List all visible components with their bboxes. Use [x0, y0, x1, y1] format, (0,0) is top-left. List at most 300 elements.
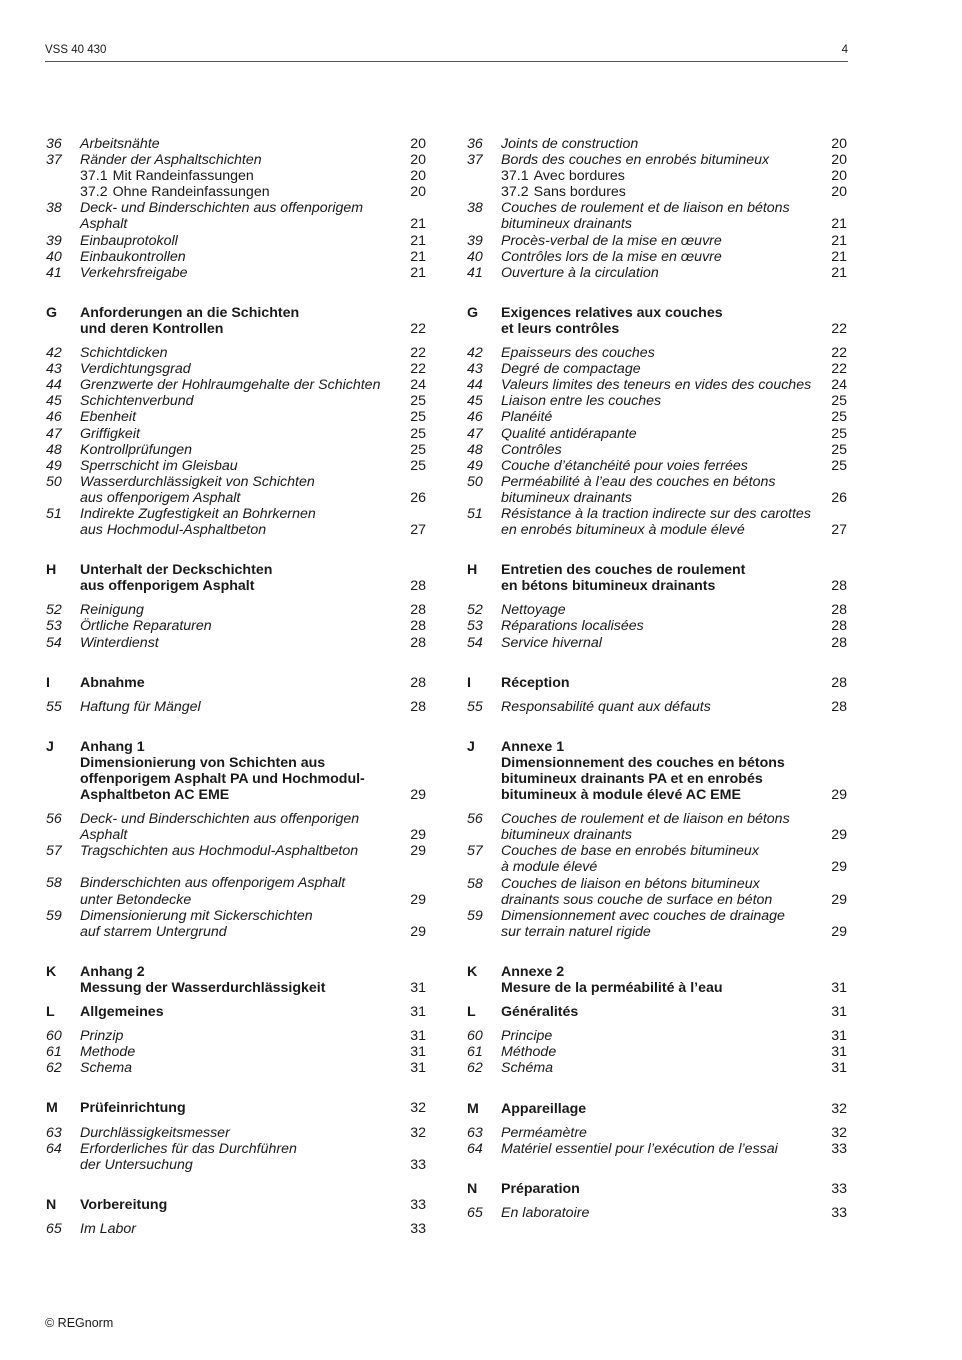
- toc-entry-title-line: Contrôles: [501, 441, 562, 458]
- toc-entry-title: [501, 1181, 817, 1197]
- toc-entry-title: [501, 964, 817, 996]
- toc-page-number: 28: [831, 674, 847, 691]
- toc-entry-title-line: Schichtdicken: [80, 345, 168, 362]
- toc-entry-number: 48: [467, 441, 483, 458]
- toc-page-number: 20: [410, 136, 426, 152]
- toc-entry-number: 47: [467, 425, 483, 442]
- toc-page-number: 31: [831, 980, 847, 997]
- toc-entry-title: [80, 1060, 396, 1076]
- toc-entry-title: [80, 506, 396, 538]
- toc-entry-title-line: sur terrain naturel rigide: [501, 923, 651, 940]
- toc-entry-title-line: unter Betondecke: [80, 891, 192, 908]
- toc-entry: [45, 442, 426, 458]
- toc-page-number: 25: [831, 425, 847, 442]
- toc-page-number: 22: [410, 320, 426, 337]
- toc-page-number: 24: [831, 377, 847, 394]
- toc-entry: [45, 875, 426, 907]
- toc-entry: [45, 1125, 426, 1141]
- toc-entry-title-line: Wasserdurchlässigkeit von Schichten: [80, 473, 315, 490]
- toc-entry-title-line: Ouverture à la circulation: [501, 264, 659, 281]
- toc-page-number: 31: [410, 1028, 426, 1045]
- toc-entry-number: 38: [46, 200, 62, 217]
- toc-entry-title-line: Exigences relatives aux couches: [501, 304, 723, 321]
- toc-entry-title-line: Epaisseurs des couches: [501, 345, 655, 362]
- toc-entry: [466, 265, 847, 281]
- toc-entry: [45, 249, 426, 265]
- toc-page-number: 28: [410, 578, 426, 595]
- toc-entry-title-line: Griffigkeit: [80, 425, 140, 442]
- toc-entry-title: [501, 393, 817, 409]
- toc-entry: [466, 393, 847, 409]
- toc-section-heading: [45, 1100, 426, 1116]
- toc-entry: [45, 233, 426, 249]
- toc-page-number: 29: [410, 891, 426, 908]
- toc-entry-title-line: Ränder der Asphaltschichten: [80, 152, 262, 169]
- toc-entry-number: 44: [467, 377, 483, 394]
- toc-entry-number: 52: [467, 602, 483, 619]
- toc-subentry-text: Sans bordures: [533, 184, 626, 201]
- toc-section-heading: [466, 675, 847, 691]
- toc-entry-title-line: Grenzwerte der Hohlraumgehalte der Schichten: [80, 377, 381, 394]
- toc-entry-number: 59: [46, 907, 62, 924]
- toc-entry-number: L: [46, 1004, 55, 1021]
- toc-page-number: 29: [831, 923, 847, 940]
- toc-page-number: 28: [410, 618, 426, 635]
- toc-entry-number: 37: [467, 152, 483, 169]
- toc-entry-number: 49: [46, 457, 62, 474]
- toc-page-number: 33: [410, 1196, 426, 1213]
- toc-page-number: 29: [410, 923, 426, 940]
- toc-entry: [466, 1205, 847, 1221]
- toc-entry-title: [501, 345, 817, 361]
- toc-page-number: 33: [831, 1180, 847, 1197]
- toc-entry-number: 59: [467, 907, 483, 924]
- toc-entry-title-line: Allgemeines: [80, 1004, 164, 1021]
- toc-section-heading: [466, 1181, 847, 1197]
- toc-entry-title-line: Arbeitsnähte: [80, 136, 160, 152]
- toc-entry-title: [80, 1044, 396, 1060]
- toc-entry: [45, 1141, 426, 1173]
- toc-page-number: 31: [410, 1060, 426, 1077]
- toc-entry-number: 53: [467, 618, 483, 635]
- toc-entry: [466, 233, 847, 249]
- toc-entry-title: [501, 843, 817, 875]
- toc-entry-title: [501, 1141, 817, 1157]
- toc-entry-title-line: et leurs contrôles: [501, 320, 620, 337]
- toc-entry-title: [501, 1028, 817, 1044]
- toc-entry-title-line: Valeurs limites des teneurs en vides des couches: [501, 377, 812, 394]
- toc-entry-title-line: Verkehrsfreigabe: [80, 264, 188, 281]
- toc-entry: [45, 699, 426, 715]
- toc-entry-title-line: Schema: [80, 1060, 133, 1077]
- toc-entry-title: [501, 249, 817, 265]
- toc-page-number: 28: [410, 634, 426, 651]
- toc-entry-title: [80, 442, 396, 458]
- toc-entry-title-line: Unterhalt der Deckschichten: [80, 562, 273, 579]
- toc-entry-title-line: Örtliche Reparaturen: [80, 618, 212, 635]
- toc-entry: [466, 618, 847, 634]
- toc-column-german: [45, 136, 426, 1237]
- toc-entry: [466, 200, 847, 232]
- toc-entry-number: 42: [46, 345, 62, 362]
- toc-page-number: 21: [831, 216, 847, 233]
- toc-entry-number: 62: [46, 1060, 62, 1077]
- toc-page-number: 20: [410, 152, 426, 169]
- toc-entry-title: [80, 409, 396, 425]
- toc-entry-number: 63: [467, 1124, 483, 1141]
- toc-entry-number: 37: [46, 152, 62, 169]
- toc-subentry-number: 37.1: [80, 168, 108, 185]
- toc-entry: [45, 409, 426, 425]
- toc-entry-number: 48: [46, 441, 62, 458]
- toc-page-number: 21: [410, 264, 426, 281]
- toc-entry-title-line: Annexe 2: [501, 963, 565, 980]
- toc-page-number: 21: [831, 248, 847, 265]
- toc-entry-number: 40: [46, 248, 62, 265]
- toc-entry-title: [80, 602, 396, 618]
- toc-entry-title: [501, 1205, 817, 1221]
- toc-entry: [45, 393, 426, 409]
- toc-page-number: 28: [831, 634, 847, 651]
- toc-entry-title-line: Kontrollprüfungen: [80, 441, 193, 458]
- toc-entry-title: [80, 675, 396, 691]
- toc-page-number: 20: [831, 184, 847, 201]
- toc-entry-number: 50: [467, 473, 483, 490]
- toc-entry-number: M: [46, 1100, 58, 1117]
- toc-entry-title: [501, 377, 817, 393]
- toc-entry-number: 41: [46, 264, 62, 281]
- toc-page-number: 31: [410, 1044, 426, 1061]
- toc-entry-title-line: und deren Kontrollen: [80, 320, 224, 337]
- toc-entry: [45, 345, 426, 361]
- toc-entry-title-line: Couches de liaison en bétons bitumineux: [501, 875, 760, 892]
- toc-entry-title-line: Sperrschicht im Gleisbau: [80, 457, 238, 474]
- toc-entry-title-line: [80, 168, 396, 184]
- toc-entry-title-line: Dimensionierung von Schichten aus: [80, 754, 326, 771]
- toc-entry-title: [80, 1028, 396, 1044]
- toc-page-number: 33: [410, 1220, 426, 1237]
- toc-entry-title-line: Méthode: [501, 1044, 557, 1061]
- toc-entry-number: G: [467, 304, 479, 321]
- toc-entry: [466, 458, 847, 474]
- toc-entry-number: H: [46, 562, 57, 579]
- toc-entry-number: 46: [46, 409, 62, 426]
- toc-page-number: 31: [410, 1004, 426, 1021]
- toc-entry: [466, 377, 847, 393]
- toc-entry-number: H: [467, 562, 478, 579]
- toc-entry-title-line: Verdichtungsgrad: [80, 361, 191, 378]
- toc-page-number: 32: [410, 1124, 426, 1141]
- toc-entry-title: [80, 618, 396, 634]
- toc-page-number: 25: [831, 393, 847, 410]
- toc-entry-number: 46: [467, 409, 483, 426]
- toc-section-heading: [466, 1101, 847, 1117]
- toc-section-heading: [466, 964, 847, 996]
- toc-section-heading: [466, 562, 847, 594]
- toc-page-number: 28: [831, 698, 847, 715]
- toc-entry: [466, 908, 847, 940]
- toc-entry-title-line: Perméamètre: [501, 1124, 587, 1141]
- toc-page-number: 31: [410, 979, 426, 996]
- toc-subentry-number: 37.1: [501, 168, 529, 185]
- toc-entry-title: [80, 699, 396, 715]
- toc-entry-title-line: Entretien des couches de roulement: [501, 562, 746, 579]
- toc-page-number: 33: [831, 1140, 847, 1157]
- toc-entry-title: [80, 345, 396, 361]
- toc-entry: [466, 506, 847, 538]
- toc-page-number: 29: [410, 787, 426, 804]
- toc-entry: [45, 843, 426, 859]
- toc-page-number: 32: [831, 1100, 847, 1117]
- toc-page-number: 20: [831, 152, 847, 169]
- toc-entry-number: 51: [467, 505, 483, 522]
- toc-entry-title-line: Résistance à la traction indirecte sur des carottes: [501, 505, 811, 522]
- toc-page-number: 21: [831, 232, 847, 249]
- toc-entry-title-line: Dimensionierung mit Sickerschichten: [80, 907, 313, 924]
- toc-entry-title: [80, 305, 396, 337]
- toc-entry-title: [80, 843, 396, 859]
- toc-page-number: 20: [831, 136, 847, 152]
- toc-entry-title: [80, 908, 396, 940]
- toc-entry-title: [80, 562, 396, 594]
- toc-entry: [466, 811, 847, 843]
- toc-entry-title-line: Abnahme: [80, 674, 145, 691]
- toc-entry: [45, 474, 426, 506]
- toc-entry-title: [501, 265, 817, 281]
- toc-entry-title-line: Schéma: [501, 1060, 554, 1077]
- toc-entry-number: 36: [467, 136, 483, 152]
- toc-entry-number: 64: [467, 1140, 483, 1157]
- toc-entry: [466, 168, 847, 184]
- toc-page-number: 28: [410, 602, 426, 619]
- toc-entry-title: [80, 249, 396, 265]
- toc-entry-title-line: aus Hochmodul-Asphaltbeton: [80, 522, 267, 539]
- toc-entry-number: 41: [467, 264, 483, 281]
- toc-entry-title: [501, 136, 817, 152]
- toc-entry-title: [80, 152, 396, 168]
- toc-section-heading: [45, 739, 426, 803]
- toc-entry-number: K: [467, 963, 478, 980]
- toc-entry-title-line: Deck- und Binderschichten aus offenporigem: [80, 200, 364, 217]
- toc-entry-title-line: [501, 168, 817, 184]
- toc-entry-number: 39: [46, 232, 62, 249]
- toc-entry: [45, 811, 426, 843]
- toc-entry-title-line: aus offenporigem Asphalt: [80, 578, 255, 595]
- toc-page-number: 24: [410, 377, 426, 394]
- toc-entry: [466, 249, 847, 265]
- toc-entry-title: [80, 1221, 396, 1237]
- toc-entry-number: 42: [467, 345, 483, 362]
- toc-entry-number: 40: [467, 248, 483, 265]
- toc-page-number: 26: [831, 489, 847, 506]
- toc-entry-title: [501, 361, 817, 377]
- toc-entry-title-line: Préparation: [501, 1180, 580, 1197]
- toc-entry: [466, 635, 847, 651]
- toc-entry-number: J: [46, 738, 54, 755]
- toc-entry-number: 58: [46, 875, 62, 892]
- toc-entry-title: [501, 618, 817, 634]
- toc-entry-title-line: Principe: [501, 1028, 553, 1045]
- toc-entry-number: 56: [467, 811, 483, 828]
- toc-entry-title-line: Winterdienst: [80, 634, 159, 651]
- toc-entry: [466, 409, 847, 425]
- toc-entry-title: [80, 200, 396, 232]
- toc-entry-title: [80, 1100, 396, 1116]
- toc-page-number: 20: [831, 168, 847, 185]
- toc-entry-title-line: Dimensionnement avec couches de drainage: [501, 907, 785, 924]
- toc-entry: [45, 1060, 426, 1076]
- toc-entry-title-line: Schichtenverbund: [80, 393, 194, 410]
- toc-page-number: 21: [410, 248, 426, 265]
- toc-entry-title-line: auf starrem Untergrund: [80, 923, 227, 940]
- toc-entry-title-line: Planéité: [501, 409, 553, 426]
- toc-page-number: 25: [410, 425, 426, 442]
- toc-entry: [45, 168, 426, 184]
- toc-entry: [466, 1044, 847, 1060]
- toc-entry-title-line: Methode: [80, 1044, 136, 1061]
- toc-page-number: 31: [831, 1044, 847, 1061]
- toc-entry-title-line: Mesure de la perméabilité à l’eau: [501, 980, 723, 997]
- toc-entry-title-line: Liaison entre les couches: [501, 393, 662, 410]
- toc-entry: [45, 426, 426, 442]
- toc-entry-number: N: [467, 1180, 478, 1197]
- toc-entry-title: [501, 1060, 817, 1076]
- toc-entry-title: [80, 474, 396, 506]
- toc-subentry-text: Mit Randeinfassungen: [112, 168, 254, 185]
- toc-entry-title: [80, 1004, 396, 1020]
- toc-subentry-number: 37.2: [80, 184, 108, 201]
- toc-page-number: 25: [831, 409, 847, 426]
- toc-page-number: 28: [831, 618, 847, 635]
- toc-entry-number: L: [467, 1004, 476, 1021]
- toc-page-number: 31: [831, 1028, 847, 1045]
- toc-page-number: 22: [831, 361, 847, 378]
- toc-entry-title: [501, 811, 817, 843]
- toc-page-number: 28: [831, 578, 847, 595]
- toc-entry-title: [80, 233, 396, 249]
- toc-entry: [45, 635, 426, 651]
- toc-entry-title-line: Degré de compactage: [501, 361, 641, 378]
- toc-page-number: 28: [410, 674, 426, 691]
- toc-entry-number: 44: [46, 377, 62, 394]
- toc-entry-title-line: Couches de roulement et de liaison en bétons: [501, 811, 790, 828]
- toc-entry-title-line: Im Labor: [80, 1220, 136, 1237]
- toc-entry-title-line: Service hivernal: [501, 634, 602, 651]
- toc-entry-title: [501, 474, 817, 506]
- toc-subentry-text: Ohne Randeinfassungen: [112, 184, 270, 201]
- toc-page-number: 25: [410, 441, 426, 458]
- toc-entry-title: [501, 1101, 817, 1117]
- toc-entry-title: [80, 739, 396, 803]
- toc-entry-number: 36: [46, 136, 62, 152]
- toc-entry-title-line: Qualité antidérapante: [501, 425, 637, 442]
- toc-page-number: 25: [831, 441, 847, 458]
- toc-entry-title-line: Couche d’étanchéité pour voies ferrées: [501, 457, 748, 474]
- toc-page-number: 22: [410, 361, 426, 378]
- toc-entry-title-line: Haftung für Mängel: [80, 698, 201, 715]
- toc-entry: [45, 361, 426, 377]
- toc-entry-title: [501, 409, 817, 425]
- toc-section-heading: [45, 1004, 426, 1020]
- toc-entry-number: 49: [467, 457, 483, 474]
- toc-entry-title: [501, 562, 817, 594]
- toc-entry-title: [80, 426, 396, 442]
- toc-entry: [466, 426, 847, 442]
- toc-page-number: 29: [831, 787, 847, 804]
- toc-entry-title-line: Binderschichten aus offenporigem Asphalt: [80, 875, 346, 892]
- toc-entry-number: M: [467, 1100, 479, 1117]
- toc-entry-title: [80, 136, 396, 152]
- toc-page-number: 29: [831, 827, 847, 844]
- toc-entry-number: 62: [467, 1060, 483, 1077]
- toc-entry-title-line: Anhang 1: [80, 738, 145, 755]
- toc-entry-title-line: Contrôles lors de la mise en œuvre: [501, 248, 722, 265]
- toc-entry-title-line: bitumineux drainants: [501, 489, 632, 506]
- toc-entry: [45, 265, 426, 281]
- toc-entry: [45, 1028, 426, 1044]
- toc-entry-title-line: Asphalt: [80, 216, 128, 233]
- toc-entry-number: I: [46, 674, 50, 691]
- toc-entry-title-line: Nettoyage: [501, 602, 566, 619]
- toc-entry-title: [501, 675, 817, 691]
- toc-page-number: 29: [410, 827, 426, 844]
- toc-entry-number: 60: [46, 1028, 62, 1045]
- toc-entry-number: 43: [467, 361, 483, 378]
- toc-entry: [45, 200, 426, 232]
- toc-entry-title: [80, 964, 396, 996]
- toc-entry-number: 54: [46, 634, 62, 651]
- toc-page-number: 25: [410, 457, 426, 474]
- toc-page-number: 27: [410, 522, 426, 539]
- toc-entry-title-line: Couches de base en enrobés bitumineux: [501, 843, 759, 860]
- toc-entry-title: [501, 168, 817, 184]
- toc-entry-title-line: Annexe 1: [501, 738, 565, 755]
- toc-entry-title: [80, 458, 396, 474]
- toc-entry-title: [80, 361, 396, 377]
- toc-entry-title: [80, 875, 396, 907]
- toc-entry-title: [501, 908, 817, 940]
- toc-entry-title-line: der Untersuchung: [80, 1156, 193, 1173]
- toc-entry-title: [501, 1125, 817, 1141]
- toc-entry: [45, 908, 426, 940]
- toc-entry-title-line: aus offenporigem Asphalt: [80, 489, 241, 506]
- toc-page-number: 21: [410, 232, 426, 249]
- toc-entry-title-line: Anforderungen an die Schichten: [80, 304, 300, 321]
- toc-entry: [466, 876, 847, 908]
- toc-entry: [45, 1221, 426, 1237]
- toc-entry: [466, 1060, 847, 1076]
- toc-entry-number: 52: [46, 602, 62, 619]
- toc-entry: [466, 442, 847, 458]
- toc-entry: [466, 602, 847, 618]
- toc-entry-title: [501, 739, 817, 803]
- toc-entry: [45, 618, 426, 634]
- toc-section-heading: [45, 305, 426, 337]
- toc-entry-title: [80, 377, 396, 393]
- toc-entry-title-line: Anhang 2: [80, 963, 145, 980]
- toc-entry-number: G: [46, 304, 58, 321]
- toc-entry-title: [501, 699, 817, 715]
- toc-entry-number: 57: [46, 843, 62, 860]
- toc-entry-title: [501, 458, 817, 474]
- toc-page-number: 33: [831, 1204, 847, 1221]
- toc-page-number: 29: [831, 859, 847, 876]
- toc-page-number: 21: [410, 216, 426, 233]
- toc-entry-title-line: Couches de roulement et de liaison en bétons: [501, 200, 790, 217]
- toc-entry-title: [501, 506, 817, 538]
- toc-entry-title-line: Bords des couches en enrobés bitumineux: [501, 152, 770, 169]
- toc-entry-title-line: Vorbereitung: [80, 1196, 168, 1213]
